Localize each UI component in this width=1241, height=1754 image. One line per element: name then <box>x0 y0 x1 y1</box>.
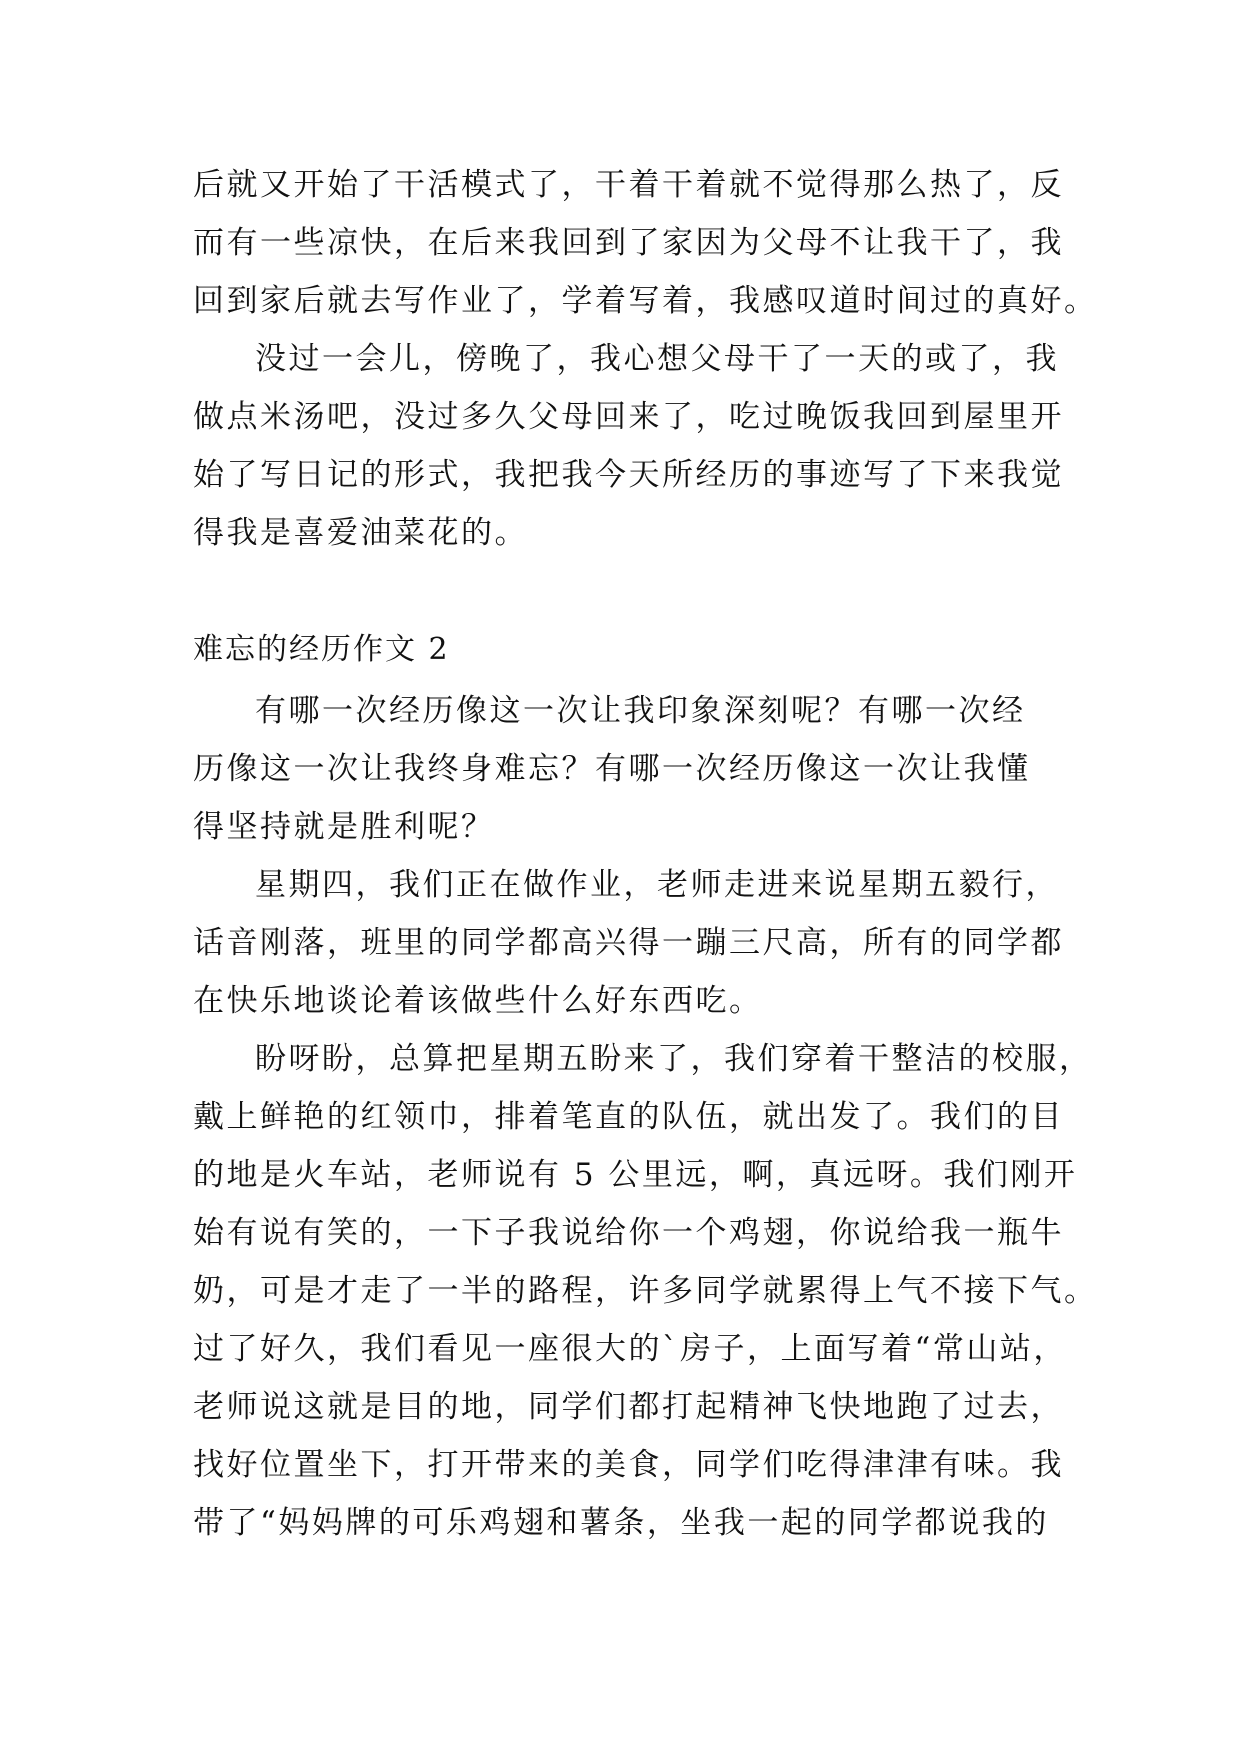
text-line: 老师说这就是目的地，同学们都打起精神飞快地跑了过去， <box>193 1389 1064 1425</box>
text-line: 而有一些凉快，在后来我回到了家因为父母不让我干了，我 <box>193 225 1064 261</box>
paragraph-continuation <box>193 156 1098 330</box>
text-line: 没过一会儿，傍晚了，我心想父母干了一天的或了，我 <box>255 341 1059 377</box>
text-line: 在快乐地谈论着该做些什么好东西吃。 <box>193 983 763 1019</box>
text-line: 戴上鲜艳的红领巾，排着笔直的队伍，就出发了。我们的目 <box>193 1099 1064 1135</box>
text-line: 盼呀盼，总算把星期五盼来了，我们穿着干整洁的校服， <box>255 1041 1093 1077</box>
text-line: 找好位置坐下，打开带来的美食，同学们吃得津津有味。我 <box>193 1447 1064 1483</box>
paragraph-thursday <box>193 856 1063 1030</box>
text-line: 历像这一次让我终身难忘？有哪一次经历像这一次让我懂 <box>193 751 1031 787</box>
text-line: 带了“妈妈牌的可乐鸡翅和薯条，坐我一起的同学都说我的 <box>193 1505 1049 1541</box>
text-line: 话音刚落，班里的同学都高兴得一蹦三尺高，所有的同学都 <box>193 925 1064 961</box>
paragraph-friday <box>193 1030 1098 1552</box>
text-line: 星期四，我们正在做作业，老师走进来说星期五毅行， <box>255 867 1059 903</box>
document-body <box>193 156 1098 1552</box>
essay-heading: 难忘的经历作文 2 <box>193 632 450 667</box>
section-spacer <box>193 562 1063 618</box>
text-line: 做点米汤吧，没过多久父母回来了，吃过晚饭我回到屋里开 <box>193 399 1064 435</box>
text-line: 有哪一次经历像这一次让我印象深刻呢？有哪一次经 <box>255 693 1026 729</box>
text-line: 始了写日记的形式，我把我今天所经历的事迹写了下来我觉 <box>193 457 1064 493</box>
paragraph-evening <box>193 330 1063 562</box>
paragraph-intro <box>193 682 1063 856</box>
text-line: 后就又开始了干活模式了，干着干着就不觉得那么热了，反 <box>193 167 1064 203</box>
text-line: 的地是火车站，老师说有 5 公里远，啊，真远呀。我们刚开 <box>193 1157 1078 1193</box>
text-line: 回到家后就去写作业了，学着写着，我感叹道时间过的真好。 <box>193 283 1098 319</box>
text-line: 过了好久，我们看见一座很大的`房子，上面写着“常山站， <box>193 1331 1067 1367</box>
text-line: 得坚持就是胜利呢？ <box>193 809 495 845</box>
text-line: 始有说有笑的，一下子我说给你一个鸡翅，你说给我一瓶牛 <box>193 1215 1064 1251</box>
text-line: 奶，可是才走了一半的路程，许多同学就累得上气不接下气。 <box>193 1273 1098 1309</box>
text-line: 得我是喜爱油菜花的。 <box>193 515 528 551</box>
